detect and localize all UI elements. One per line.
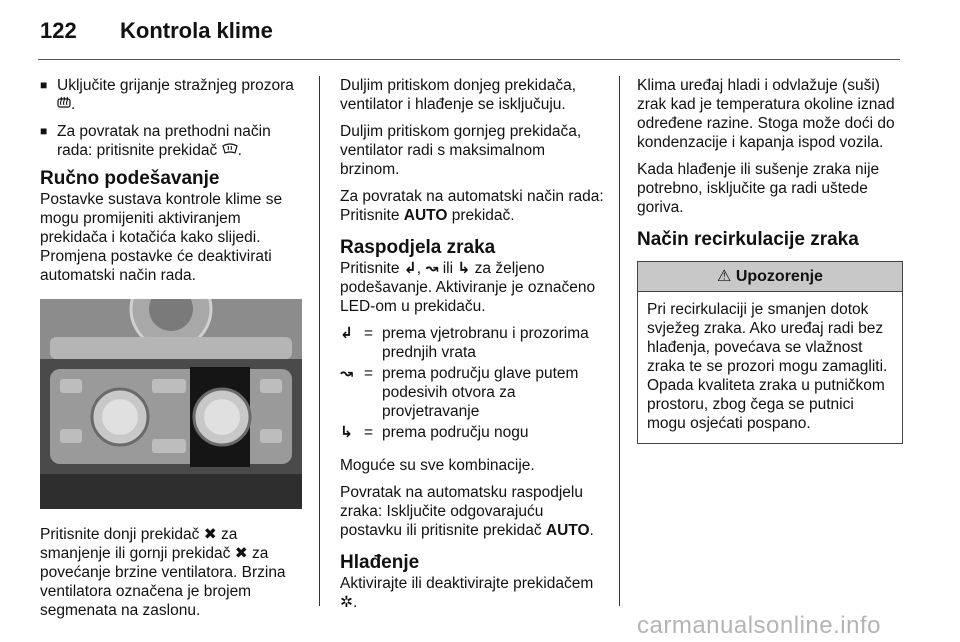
section-title-distribution: Raspodjela zraka xyxy=(340,237,496,258)
bullet-square-icon: ■ xyxy=(40,78,48,92)
paragraph: Za povratak na automatski način rada: Pritisnite AUTO prekidač. xyxy=(340,188,604,224)
column-1 xyxy=(40,76,302,628)
column-divider-1 xyxy=(319,76,320,606)
warning-box xyxy=(637,261,903,444)
distribution-text: Pritisnite ↲, ↝ ili ↳ za željeno podešavanje. Aktiviranje je označeno LED-om u prekidaču. xyxy=(340,260,596,315)
bullet-square-icon: ■ xyxy=(40,124,48,138)
air-distribution-legend xyxy=(340,324,606,444)
air-head-icon: ↝ xyxy=(340,365,353,382)
cooling-text: Aktivirajte ili deaktivirajte prekidačem ✲. xyxy=(340,575,594,611)
paragraph: Moguće su sve kombinacije. xyxy=(340,457,535,474)
air-feet-icon: ↳ xyxy=(340,424,353,441)
header-divider xyxy=(38,59,900,60)
air-feet-icon: ↳ xyxy=(457,260,471,277)
legend-text: prema području nogu xyxy=(382,424,529,441)
section-title-manual: Ručno podešavanje xyxy=(40,168,220,189)
warning-header xyxy=(638,262,902,292)
bullet-rear-defrost xyxy=(40,76,302,114)
warning-triangle-icon: ⚠ xyxy=(717,268,732,285)
page-title: Kontrola klime xyxy=(120,18,273,43)
section-title-cooling: Hlađenje xyxy=(340,552,420,573)
legend-row: ↳ = prema području nogu xyxy=(340,423,606,444)
fan-icon: ✖ xyxy=(234,545,248,562)
fan-speed-text: Pritisnite donji prekidač ✖ za smanjenje ili gornji prekidač ✖ za povećanje brzine ventilatora. Brzina ventilatora označena je brojem segmenata na zaslonu. xyxy=(40,526,286,619)
page-number: 122 xyxy=(40,18,77,43)
auto-button-label: AUTO xyxy=(403,207,448,224)
column-2 xyxy=(340,76,606,620)
paragraph: Povratak na automatsku raspodjelu zraka: Isključite odgovarajuću postavku ili pritisnite prekidač AUTO. xyxy=(340,484,594,539)
paragraph: Kada hlađenje ili sušenje zraka nije potrebno, isključite ga radi uštede goriva. xyxy=(637,161,880,216)
bullet-return-mode xyxy=(40,122,302,160)
ac-snowflake-icon: ✲ xyxy=(340,594,353,611)
legend-text: prema području glave putem podesivih otvora za provjetravanje xyxy=(382,365,579,420)
legend-text: prema vjetrobranu i prozorima prednjih vrata xyxy=(382,325,589,361)
auto-button-label: AUTO xyxy=(545,522,590,539)
section-text-manual: Postavke sustava kontrole klime se mogu promijeniti aktiviranjem prekidača i kotačića kako slijedi. Promjena postavke će deaktivirati automatski način rada. xyxy=(40,191,283,284)
column-divider-2 xyxy=(619,76,620,606)
fan-icon: ✖ xyxy=(203,526,217,543)
windscreen-defrost-icon xyxy=(222,141,238,160)
rear-defrost-icon xyxy=(57,95,71,114)
air-windscreen-icon: ↲ xyxy=(340,325,353,342)
warning-title: Upozorenje xyxy=(735,268,823,285)
climate-control-photo xyxy=(40,299,302,509)
legend-row: ↝ = prema području glave putem podesivih otvora za provjetravanje xyxy=(340,364,606,423)
bullet-text: Za povratak na prethodni način rada: pritisnite prekidač . xyxy=(57,123,271,159)
paragraph: Duljim pritiskom donjeg prekidača, ventilator i hlađenje se isključuju. xyxy=(340,77,577,113)
air-head-icon: ↝ xyxy=(425,260,439,277)
warning-text: Pri recirkulaciji je smanjen dotok svježeg zraka. Ako uređaj radi bez hlađenja, povećava se vlažnost zraka te se prozori mogu zamagliti. Opada kvaliteta zraka u putničkom prostoru, zbog čega se putnici mogu osjećati pospano. xyxy=(647,301,888,432)
section-title-recirculation: Način recirkulacije zraka xyxy=(637,229,859,250)
column-3 xyxy=(637,76,903,444)
paragraph: Klima uređaj hladi i odvlažuje (suši) zrak kad je temperatura okoline iznad određene razine. Stoga može doći do kondenzacije i kapanja ispod vozila. xyxy=(637,77,895,151)
paragraph: Duljim pritiskom gornjeg prekidača, ventilator radi s maksimalnom brzinom. xyxy=(340,123,582,178)
watermark: carmanualsonline.info xyxy=(637,612,881,639)
legend-row: ↲ = prema vjetrobranu i prozorima prednjih vrata xyxy=(340,324,606,364)
bullet-text: Uključite grijanje stražnjeg prozora . xyxy=(57,77,294,113)
air-windscreen-icon: ↲ xyxy=(403,260,417,277)
